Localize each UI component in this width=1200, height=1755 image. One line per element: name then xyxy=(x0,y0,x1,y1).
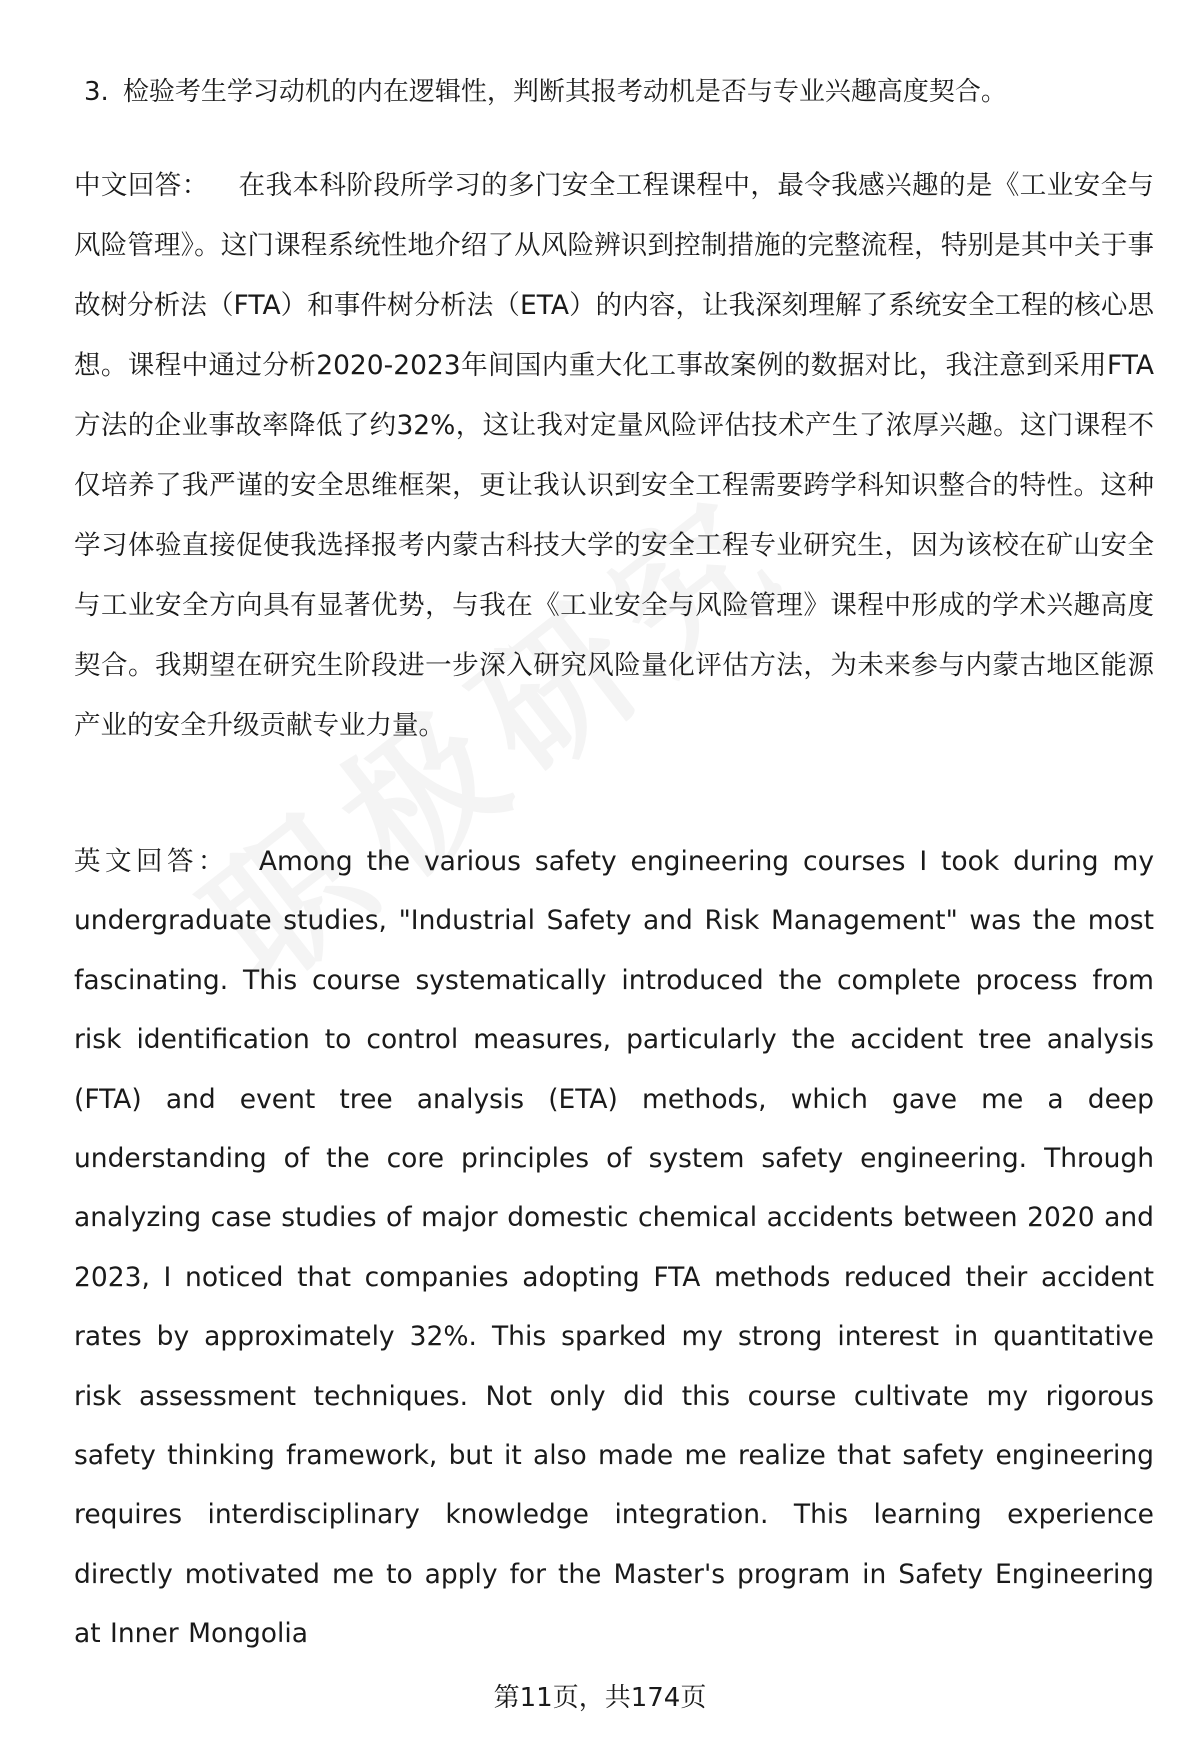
english-answer-text: Among the various safety engineering courses I took during my undergraduate studies, "Industrial Safety and Risk Management" was the most fascinating. This course systematically introduced the complete process from risk identification to control measures, particularly the accident tree analysis (FTA) and event tree analysis (ETA) methods, which gave me a deep understanding of the core principles of system safety engineering. Through analyzing case studies of major domestic chemical accidents between 2020 and 2023, I noticed that companies adopting FTA methods reduced their accident rates by approximately 32%. This sparked my strong interest in quantitative risk assessment techniques. Not only did this course cultivate my rigorous safety thinking framework, but it also made me realize that safety engineering requires interdisciplinary knowledge integration. This learning experience directly motivated me to apply for the Master's program in Safety Engineering at Inner Mongolia xyxy=(74,846,1154,1650)
question-line xyxy=(84,72,1144,112)
english-answer-paragraph xyxy=(74,832,1154,1664)
page-number-footer: 第11页，共174页 xyxy=(493,1683,707,1713)
question-text: 检验考生学习动机的内在逻辑性，判断其报考动机是否与专业兴趣高度契合。 xyxy=(122,77,1007,107)
chinese-answer-paragraph xyxy=(74,156,1154,756)
chinese-answer-label: 中文回答： xyxy=(74,170,209,201)
chinese-answer-text: 在我本科阶段所学习的多门安全工程课程中，最令我感兴趣的是《工业安全与风险管理》。这门课程系统性地介绍了从风险辨识到控制措施的完整流程，特别是其中关于事故树分析法（FTA）和事件树分析法（ETA）的内容，让我深刻理解了系统安全工程的核心思想。课程中通过分析2020-2023年间国内重大化工事故案例的数据对比，我注意到采用FTA方法的企业事故率降低了约32%，这让我对定量风险评估技术产生了浓厚兴趣。这门课程不仅培养了我严谨的安全思维框架，更让我认识到安全工程需要跨学科知识整合的特性。这种学习体验直接促使我选择报考内蒙古科技大学的安全工程专业研究生，因为该校在矿山安全与工业安全方向具有显著优势，与我在《工业安全与风险管理》课程中形成的学术兴趣高度契合。我期望在研究生阶段进一步深入研究风险量化评估方法，为未来参与内蒙古地区能源产业的安全升级贡献专业力量。 xyxy=(74,170,1155,741)
english-answer-label: 英文回答： xyxy=(74,846,229,877)
question-number: 3. xyxy=(84,77,109,107)
